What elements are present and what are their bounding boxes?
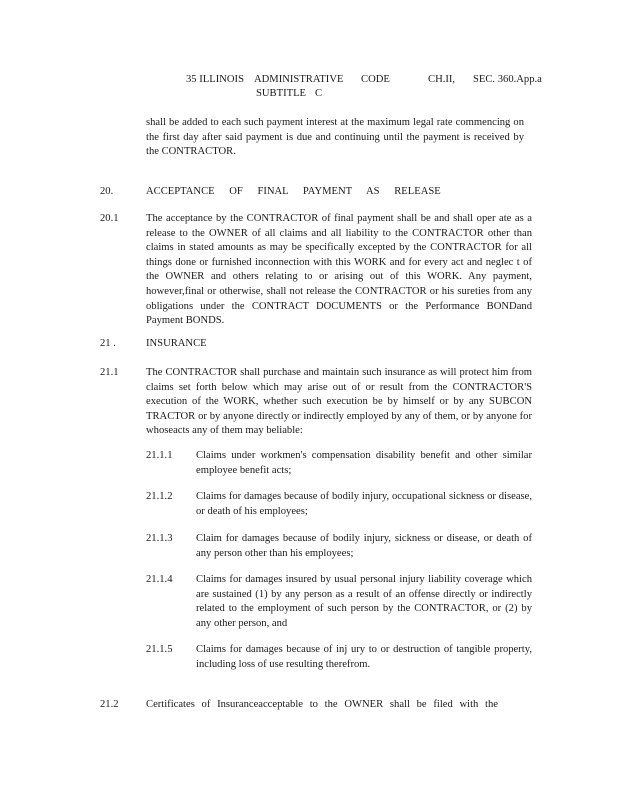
- item-21-1-2-text: Claims for damages because of bodily injury, occupational sickness or disease, or death of his employees;: [196, 491, 532, 517]
- continuation-paragraph: shall be added to each such payment interest at the maximum legal rate commencing on the first day after said payment is due and continuing until the payment is received by the CONTRACTOR.: [146, 117, 524, 158]
- section-20-1-text: The acceptance by the CONTRACTOR of final payment shall be and shall oper ate as a release to the OWNER of all claims and all liability to the CONTRACTOR other than claims in stated amounts as may be specifically excepted by the CONTRACTOR for all things done or furnished inconnection with this WORK and for every act and neglec t of the OWNER and others relating to or arising out of this WORK. Any payment, however,final or otherwise, shall not release the CONTRACTOR or his sureties from any obligations under the CONTRACT DOCUMENTS or the Performance BONDand Payment BONDS.: [146, 213, 532, 327]
- item-21-1-1-text: Claims under workmen's compensation disability benefit and other similar employee benefit acts;: [196, 450, 532, 476]
- header-title: 35 ILLINOIS: [186, 74, 244, 85]
- header-citation-line: [186, 73, 546, 87]
- section-21-1-number: 21.1: [100, 367, 119, 378]
- item-21-1-4-number: 21.1.4: [146, 574, 173, 585]
- header-subtitle-letter: C: [315, 88, 323, 99]
- item-21-1-4-text: Claims for damages insured by usual personal injury liability coverage which are sustained (1) by any person as a result of an offense directly or indirectly related to the employment of such person by the CONTRACTOR, or (2) by any other person, and: [196, 574, 532, 629]
- page-header: [186, 73, 546, 101]
- header-subtitle-line: [186, 87, 546, 101]
- item-21-1-3-number: 21.1.3: [146, 533, 173, 544]
- section-21-number: 21 .: [100, 338, 116, 349]
- header-section: SEC. 360.App.a: [473, 74, 542, 85]
- section-20-1-number: 20.1: [100, 213, 119, 224]
- header-admin: ADMINISTRATIVE: [254, 74, 344, 85]
- section-21-1-text: The CONTRACTOR shall purchase and maintain such insurance as will protect him from claims set forth below which may arise out of or result from the CONTRACTOR'S execution of the WORK, whether such execution be by himself or by any SUBCON TRACTOR or by anyone directly or indirectly employed by any of them, or by anyone for whoseacts any of them may beliable:: [146, 367, 532, 437]
- item-21-1-3-text: Claim for damages because of bodily injury, sickness or disease, or death of any person other than his employees;: [196, 533, 532, 559]
- header-code: CODE: [361, 74, 390, 85]
- item-21-1-1-number: 21.1.1: [146, 450, 173, 461]
- item-21-1-5-text: Claims for damages because of inj ury to or destruction of tangible property, including loss of use resulting therefrom.: [196, 644, 532, 670]
- section-20-number: 20.: [100, 186, 114, 197]
- header-chapter: CH.II,: [428, 74, 456, 85]
- section-21-title: INSURANCE: [146, 338, 207, 349]
- item-21-1-5-number: 21.1.5: [146, 644, 173, 655]
- section-21-2-number: 21.2: [100, 699, 119, 710]
- header-subtitle: SUBTITLE: [256, 88, 307, 99]
- section-21-2-text: Certificates of Insuranceacceptable to the OWNER shall be filed with the: [146, 699, 498, 710]
- section-20-title: ACCEPTANCE OF FINAL PAYMENT AS RELEASE: [146, 186, 441, 197]
- item-21-1-2-number: 21.1.2: [146, 491, 173, 502]
